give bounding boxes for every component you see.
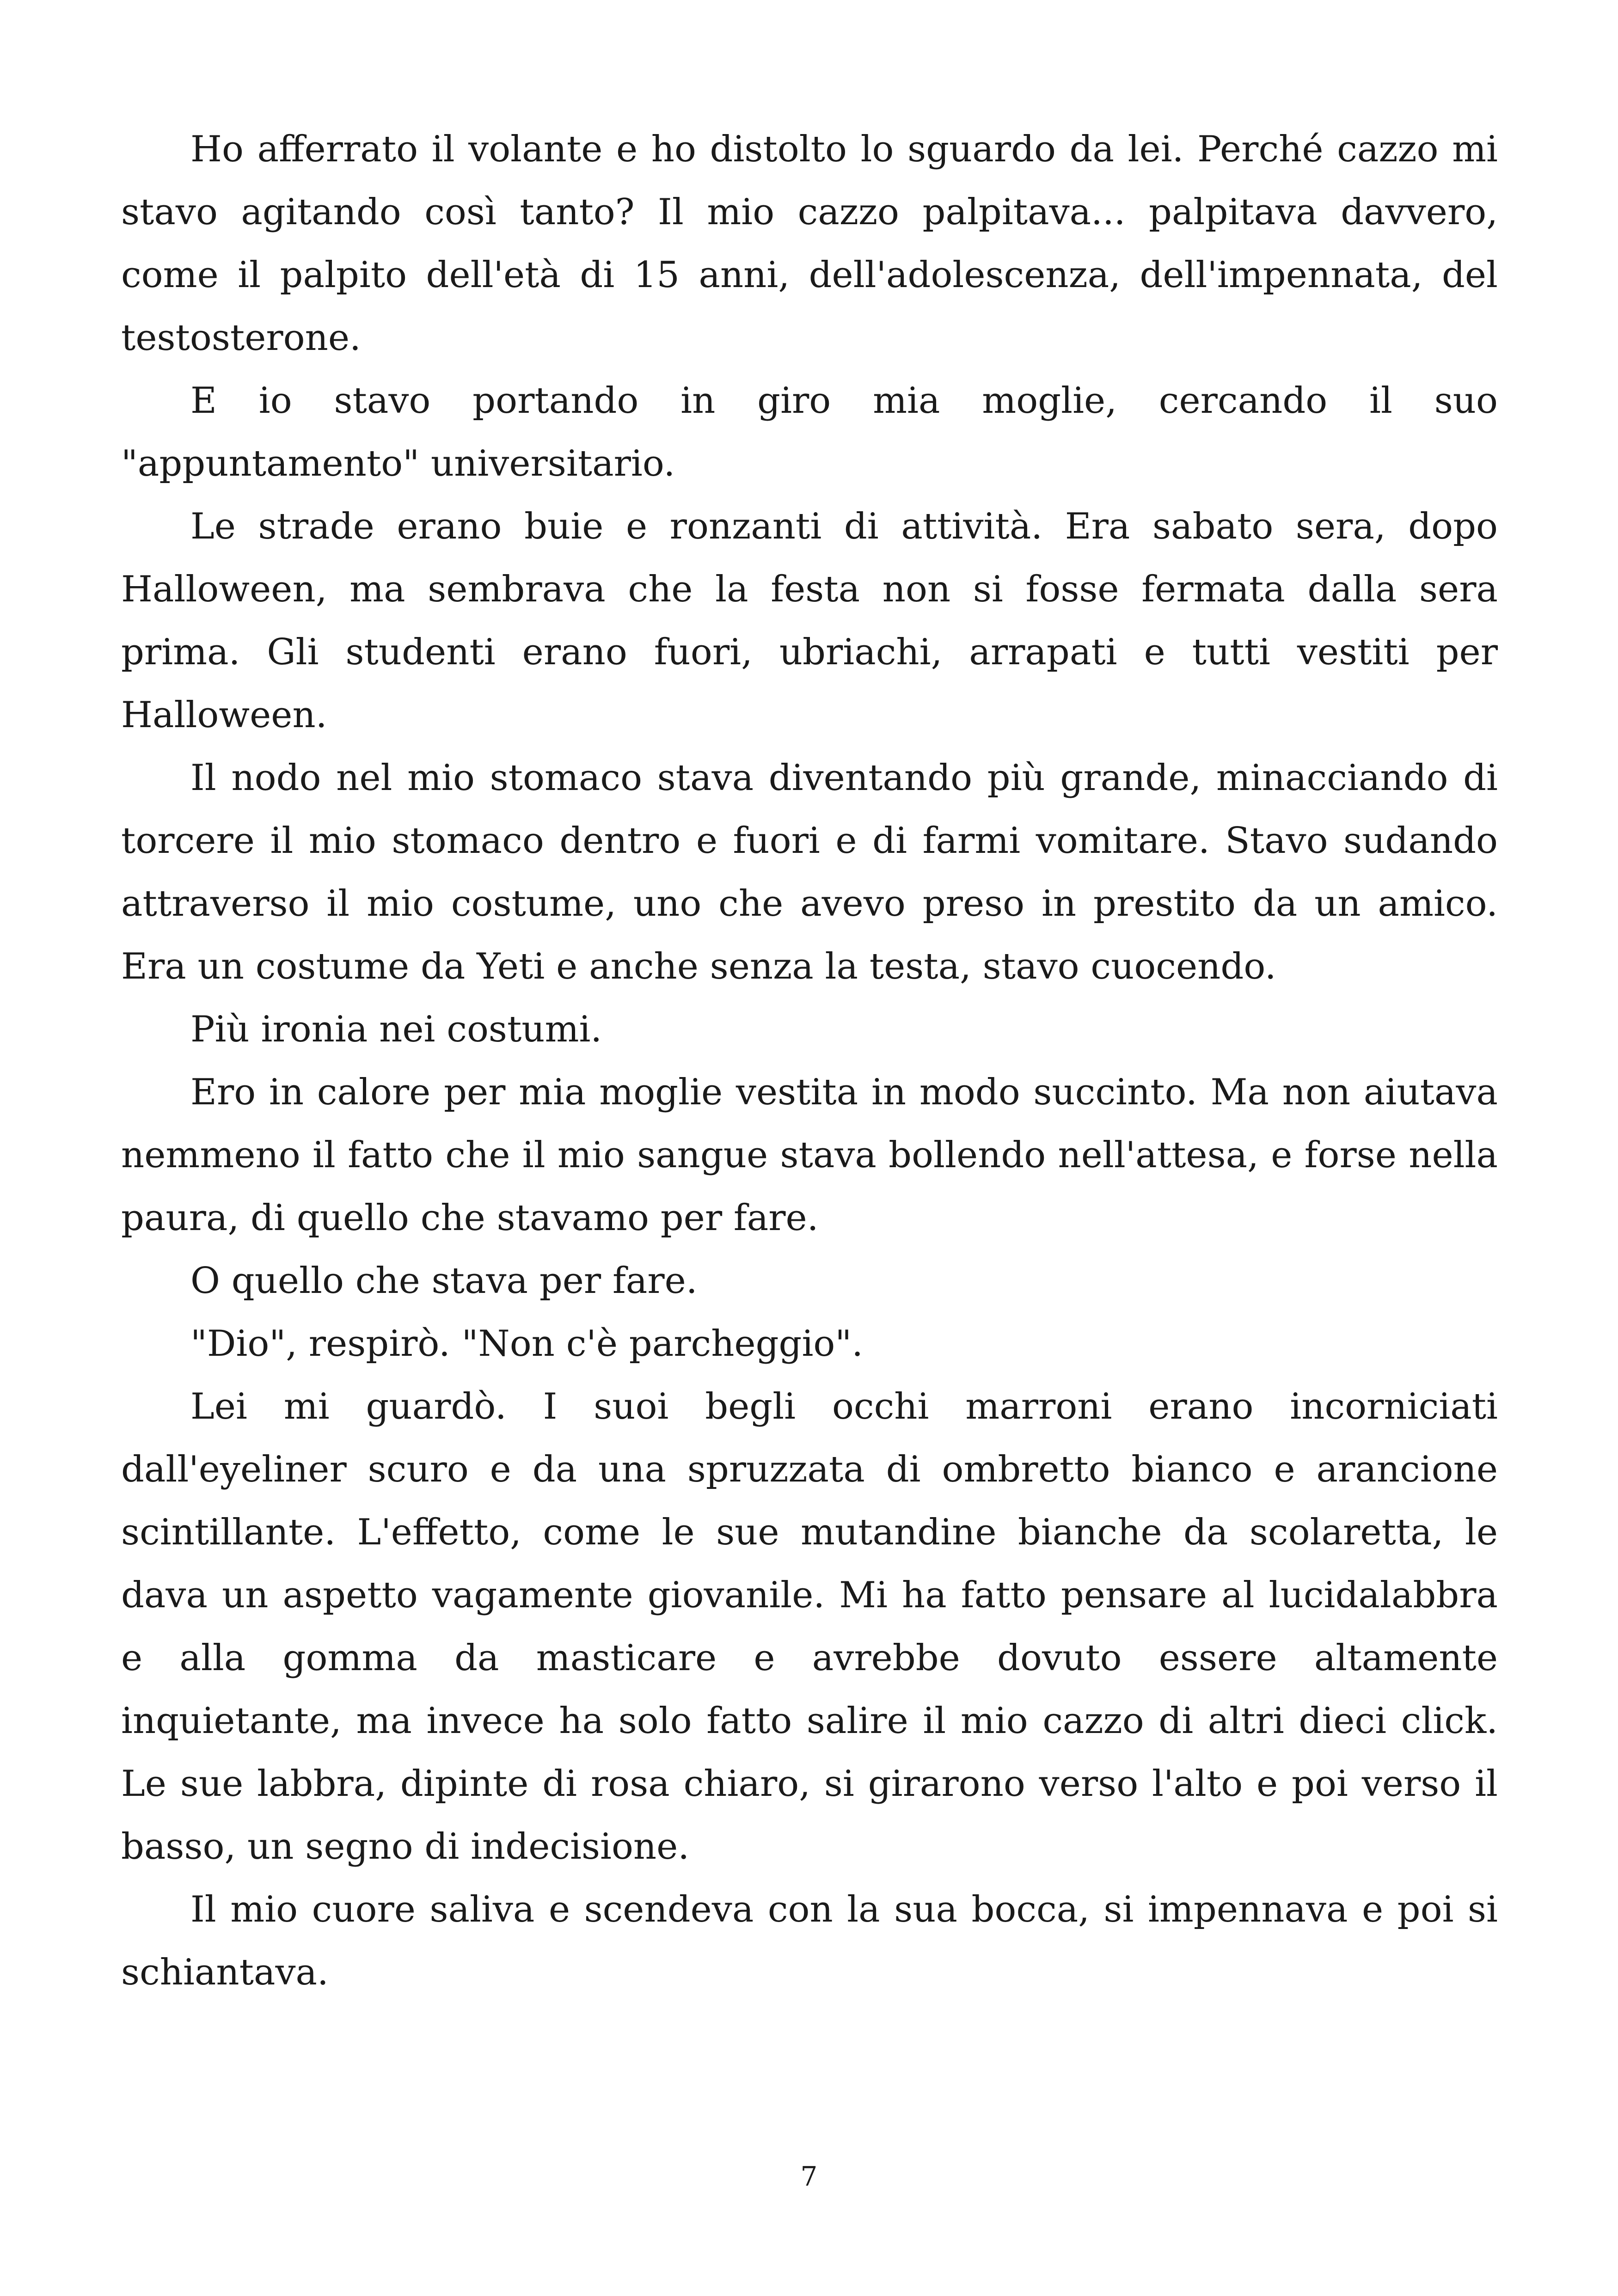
paragraph: "Dio", respirò. "Non c'è parcheggio". (190, 1323, 864, 1365)
paragraph: Il nodo nel mio stomaco stava diventando più grande, minacciando di torcere il mio stomaco dentro e fuori e di farmi vomitare. Stavo sudando attraverso il mio costume, uno che avevo preso in prestito da un amico. Era un costume da Yeti e anche senza la testa, stavo cuocendo. (121, 757, 1498, 987)
body-text (121, 118, 1498, 2004)
paragraph: Le strade erano buie e ronzanti di attività. Era sabato sera, dopo Halloween, ma sembrava che la festa non si fosse fermata dalla sera prima. Gli studenti erano fuori, ubriachi, arrapati e tutti vestiti per Halloween. (121, 506, 1498, 736)
paragraph: O quello che stava per fare. (190, 1260, 698, 1302)
paragraph: Lei mi guardò. I suoi begli occhi marroni erano incorniciati dall'eyeliner scuro e da una spruzzata di ombretto bianco e arancione scintillante. L'effetto, come le sue mutandine bianche da scolaretta, le dava un aspetto vagamente giovanile. Mi ha fatto pensare al lucidalabbra e alla gomma da masticare e avrebbe dovuto essere altamente inquietante, ma invece ha solo fatto salire il mio cazzo di altri dieci click. Le sue labbra, dipinte di rosa chiaro, si girarono verso l'alto e poi verso il basso, un segno di indecisione. (121, 1386, 1498, 1867)
paragraph: Ho afferrato il volante e ho distolto lo sguardo da lei. Perché cazzo mi stavo agitando così tanto? Il mio cazzo palpitava... palpitava davvero, come il palpito dell'età di 15 anni, dell'adolescenza, dell'impennata, del testosterone. (121, 129, 1498, 359)
page-number: 7 (800, 2161, 818, 2192)
paragraph: Ero in calore per mia moglie vestita in modo succinto. Ma non aiutava nemmeno il fatto che il mio sangue stava bollendo nell'attesa, e forse nella paura, di quello che stavamo per fare. (121, 1071, 1498, 1239)
paragraph: Il mio cuore saliva e scendeva con la sua bocca, si impennava e poi si schiantava. (121, 1889, 1498, 1993)
paragraph: Più ironia nei costumi. (190, 1009, 602, 1050)
paragraph: E io stavo portando in giro mia moglie, cercando il suo "appuntamento" universitario. (121, 380, 1498, 484)
